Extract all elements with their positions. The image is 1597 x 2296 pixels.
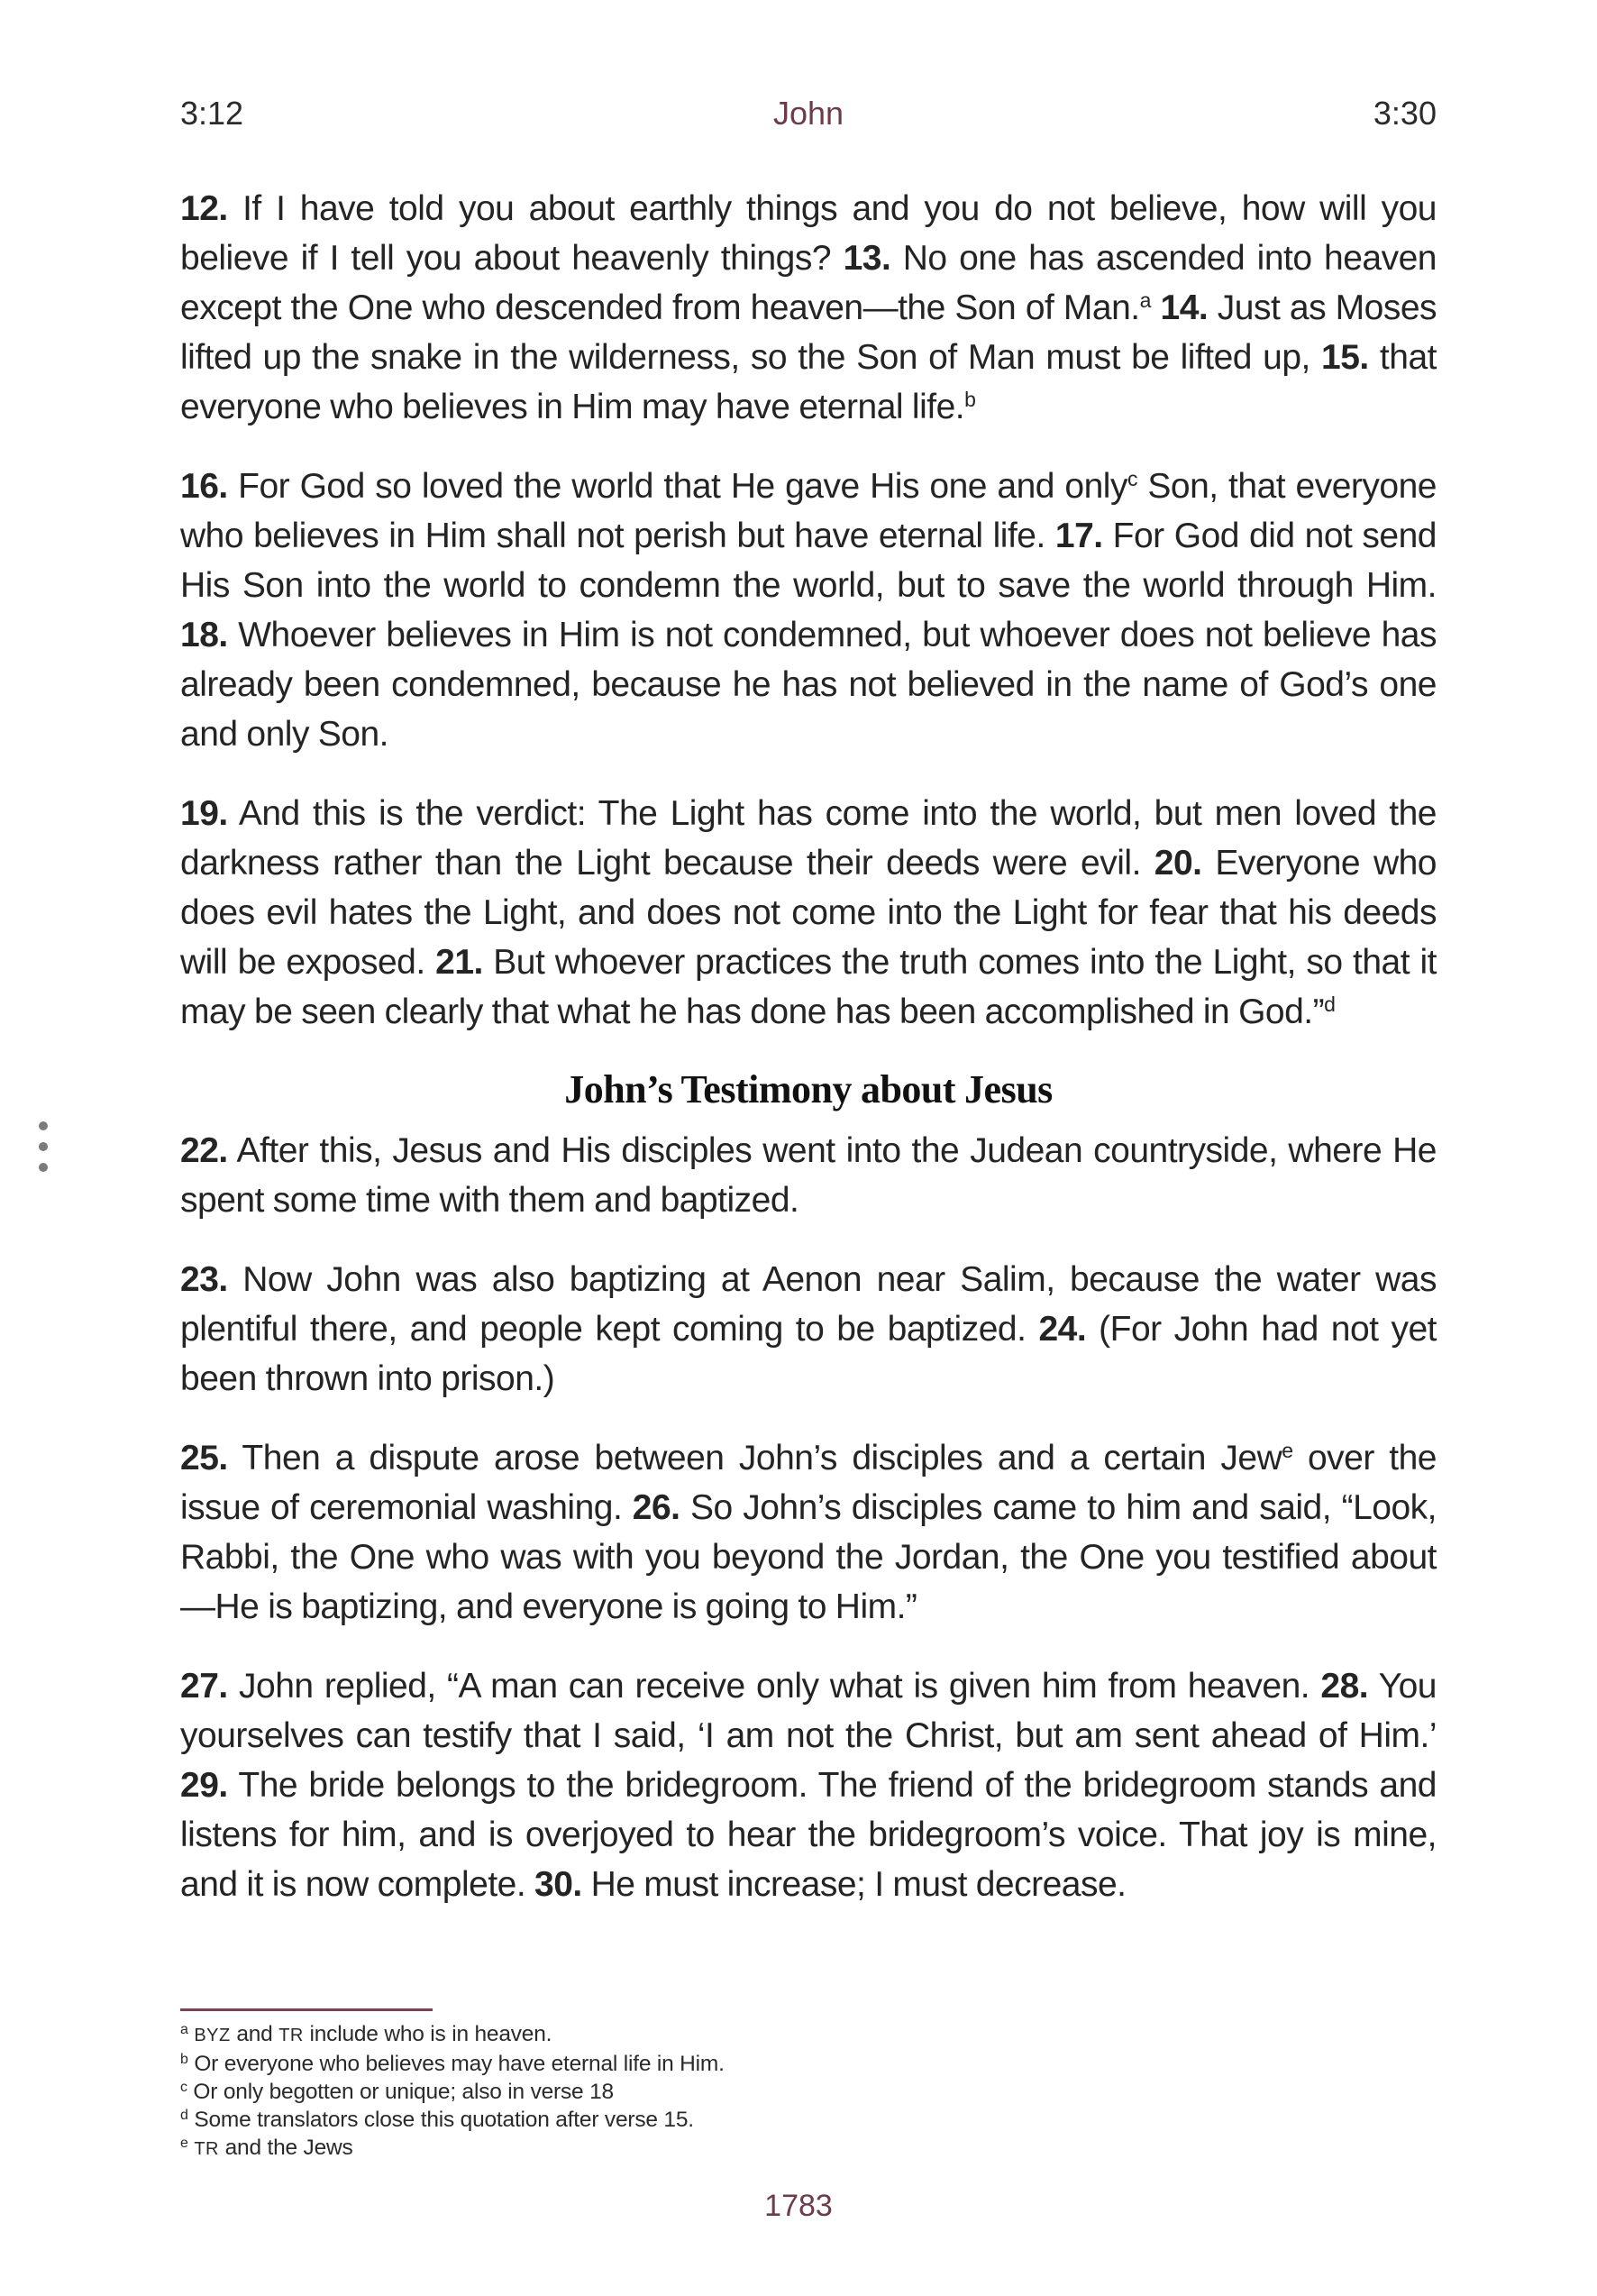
footnote-marker: b <box>180 2052 188 2067</box>
verse-number: 21. <box>435 943 483 982</box>
verse-number: 27. <box>180 1667 228 1706</box>
footnote: $^d$ Some translators close this quotation after verse 15. <box>180 2108 694 2132</box>
header-end-reference: 3:30 <box>1373 95 1437 132</box>
page-header <box>0 0 1597 132</box>
footnote: $^a$ BYZ and TR include who is in heaven. <box>180 2022 552 2046</box>
footnote-ref[interactable]: a <box>1139 288 1151 313</box>
vertical-three-dots-icon <box>39 1121 48 1130</box>
verse-number: 18. <box>180 616 228 654</box>
manuscript-abbreviation: BYZ <box>194 2026 231 2045</box>
footnote: $^e$ TR and the Jews <box>180 2136 353 2160</box>
verse-number: 15. <box>1321 338 1369 377</box>
footnote-marker: d <box>180 2108 188 2123</box>
header-book-title[interactable]: John <box>772 95 844 132</box>
side-menu-button[interactable] <box>39 1121 48 1172</box>
verse-number: 24. <box>1038 1310 1087 1349</box>
verse-paragraph: 25. Then a dispute arose between John’s disciples and a certain Jew$^e$ over the issue of ceremonial washing. 26. So John’s disciples came to him and said, “Look, Rabbi, the One who was with you beyond the Jordan, the One you testified about —He is baptizing, and everyone is going to Him.” <box>180 1439 1437 1626</box>
verse-paragraph: 12. If I have told you about earthly things and you do not believe, how will you believe if I tell you about heavenly things? 13. No one has ascended into heaven except the One who descended from heaven—the Son of Man.$^a$ 14. Just as Moses lifted up the snake in the wilderness, so the Son of Man must be lifted up, 15. that everyone who believes in Him may have eternal life.$^b$ <box>180 189 1437 426</box>
verse-paragraph: 27. John replied, “A man can receive only what is given him from heaven. 28. You yourselves can testify that I said, ‘I am not the Christ, but am sent ahead of Him.’ 29. The bride belongs to the bridegroom. The friend of the bridegroom stands and listens for him, and is overjoyed to hear the bridegroom’s voice. That joy is mine, and it is now complete. 30. He must increase; I must decrease. <box>180 1667 1437 1904</box>
footnote-marker: c <box>180 2080 187 2095</box>
footnote-divider <box>180 2008 433 2011</box>
verse-paragraph: 19. And this is the verdict: The Light has come into the world, but men loved the darkness rather than the Light because their deeds were evil. 20. Everyone who does evil hates the Light, and does not come into the Light for fear that his deeds will be exposed. 21. But whoever practices the truth comes into the Light, so that it may be seen clearly that what he has done has been accomplished in God.”$^d$ <box>180 794 1437 1031</box>
verse-number: 23. <box>180 1260 228 1299</box>
footnote-ref[interactable]: b <box>964 388 976 412</box>
header-start-reference: 3:12 <box>180 95 244 132</box>
verse-number: 12. <box>180 189 228 228</box>
verse-number: 26. <box>632 1488 680 1527</box>
verse-number: 30. <box>534 1865 582 1904</box>
footnotes-list <box>180 2020 1437 2163</box>
footnote-marker: a <box>180 2022 188 2037</box>
footnote-marker: e <box>180 2136 188 2151</box>
footnote: $^c$ Or only begotten or unique; also in verse 18 <box>180 2080 614 2104</box>
page-number: 1783 <box>764 2189 833 2223</box>
footnote-ref[interactable]: c <box>1127 467 1137 491</box>
verse-number: 28. <box>1320 1667 1369 1706</box>
verse-number: 19. <box>180 794 228 833</box>
footnote-ref[interactable]: e <box>1282 1439 1293 1463</box>
vertical-three-dots-icon <box>39 1142 48 1151</box>
verse-number: 25. <box>180 1439 228 1477</box>
verse-paragraph: 16. For God so loved the world that He gave His one and only$^c$ Son, that everyone who believes in Him shall not perish but have eternal life. 17. For God did not send His Son into the world to condemn the world, but to save the world through Him. 18. Whoever believes in Him is not condemned, but whoever does not believe has already been condemned, because he has not believed in the name of God’s one and only Son. <box>180 467 1437 754</box>
verse-number: 16. <box>180 467 228 506</box>
vertical-three-dots-icon <box>39 1163 48 1172</box>
verse-paragraph: 23. Now John was also baptizing at Aenon near Salim, because the water was plentiful there, and people kept coming to be baptized. 24. (For John had not yet been thrown into prison.) <box>180 1260 1437 1398</box>
verse-paragraph: 22. After this, Jesus and His disciples went into the Judean countryside, where He spent some time with them and baptized. <box>180 1131 1437 1220</box>
section-heading: John’s Testimony about Jesus <box>564 1067 1053 1111</box>
verse-number: 20. <box>1154 844 1202 883</box>
verse-number: 17. <box>1054 517 1103 555</box>
verse-number: 13. <box>843 239 891 278</box>
manuscript-abbreviation: TR <box>278 2026 304 2045</box>
verse-number: 14. <box>1160 288 1209 327</box>
footnote-ref[interactable]: d <box>1324 992 1336 1017</box>
footnotes-section <box>180 2008 1437 2163</box>
verse-number: 29. <box>180 1766 228 1805</box>
footnote: $^b$ Or everyone who believes may have eternal life in Him. <box>180 2052 725 2076</box>
manuscript-abbreviation: TR <box>194 2139 219 2159</box>
verse-number: 22. <box>180 1131 228 1170</box>
verse-content <box>180 184 1437 1909</box>
